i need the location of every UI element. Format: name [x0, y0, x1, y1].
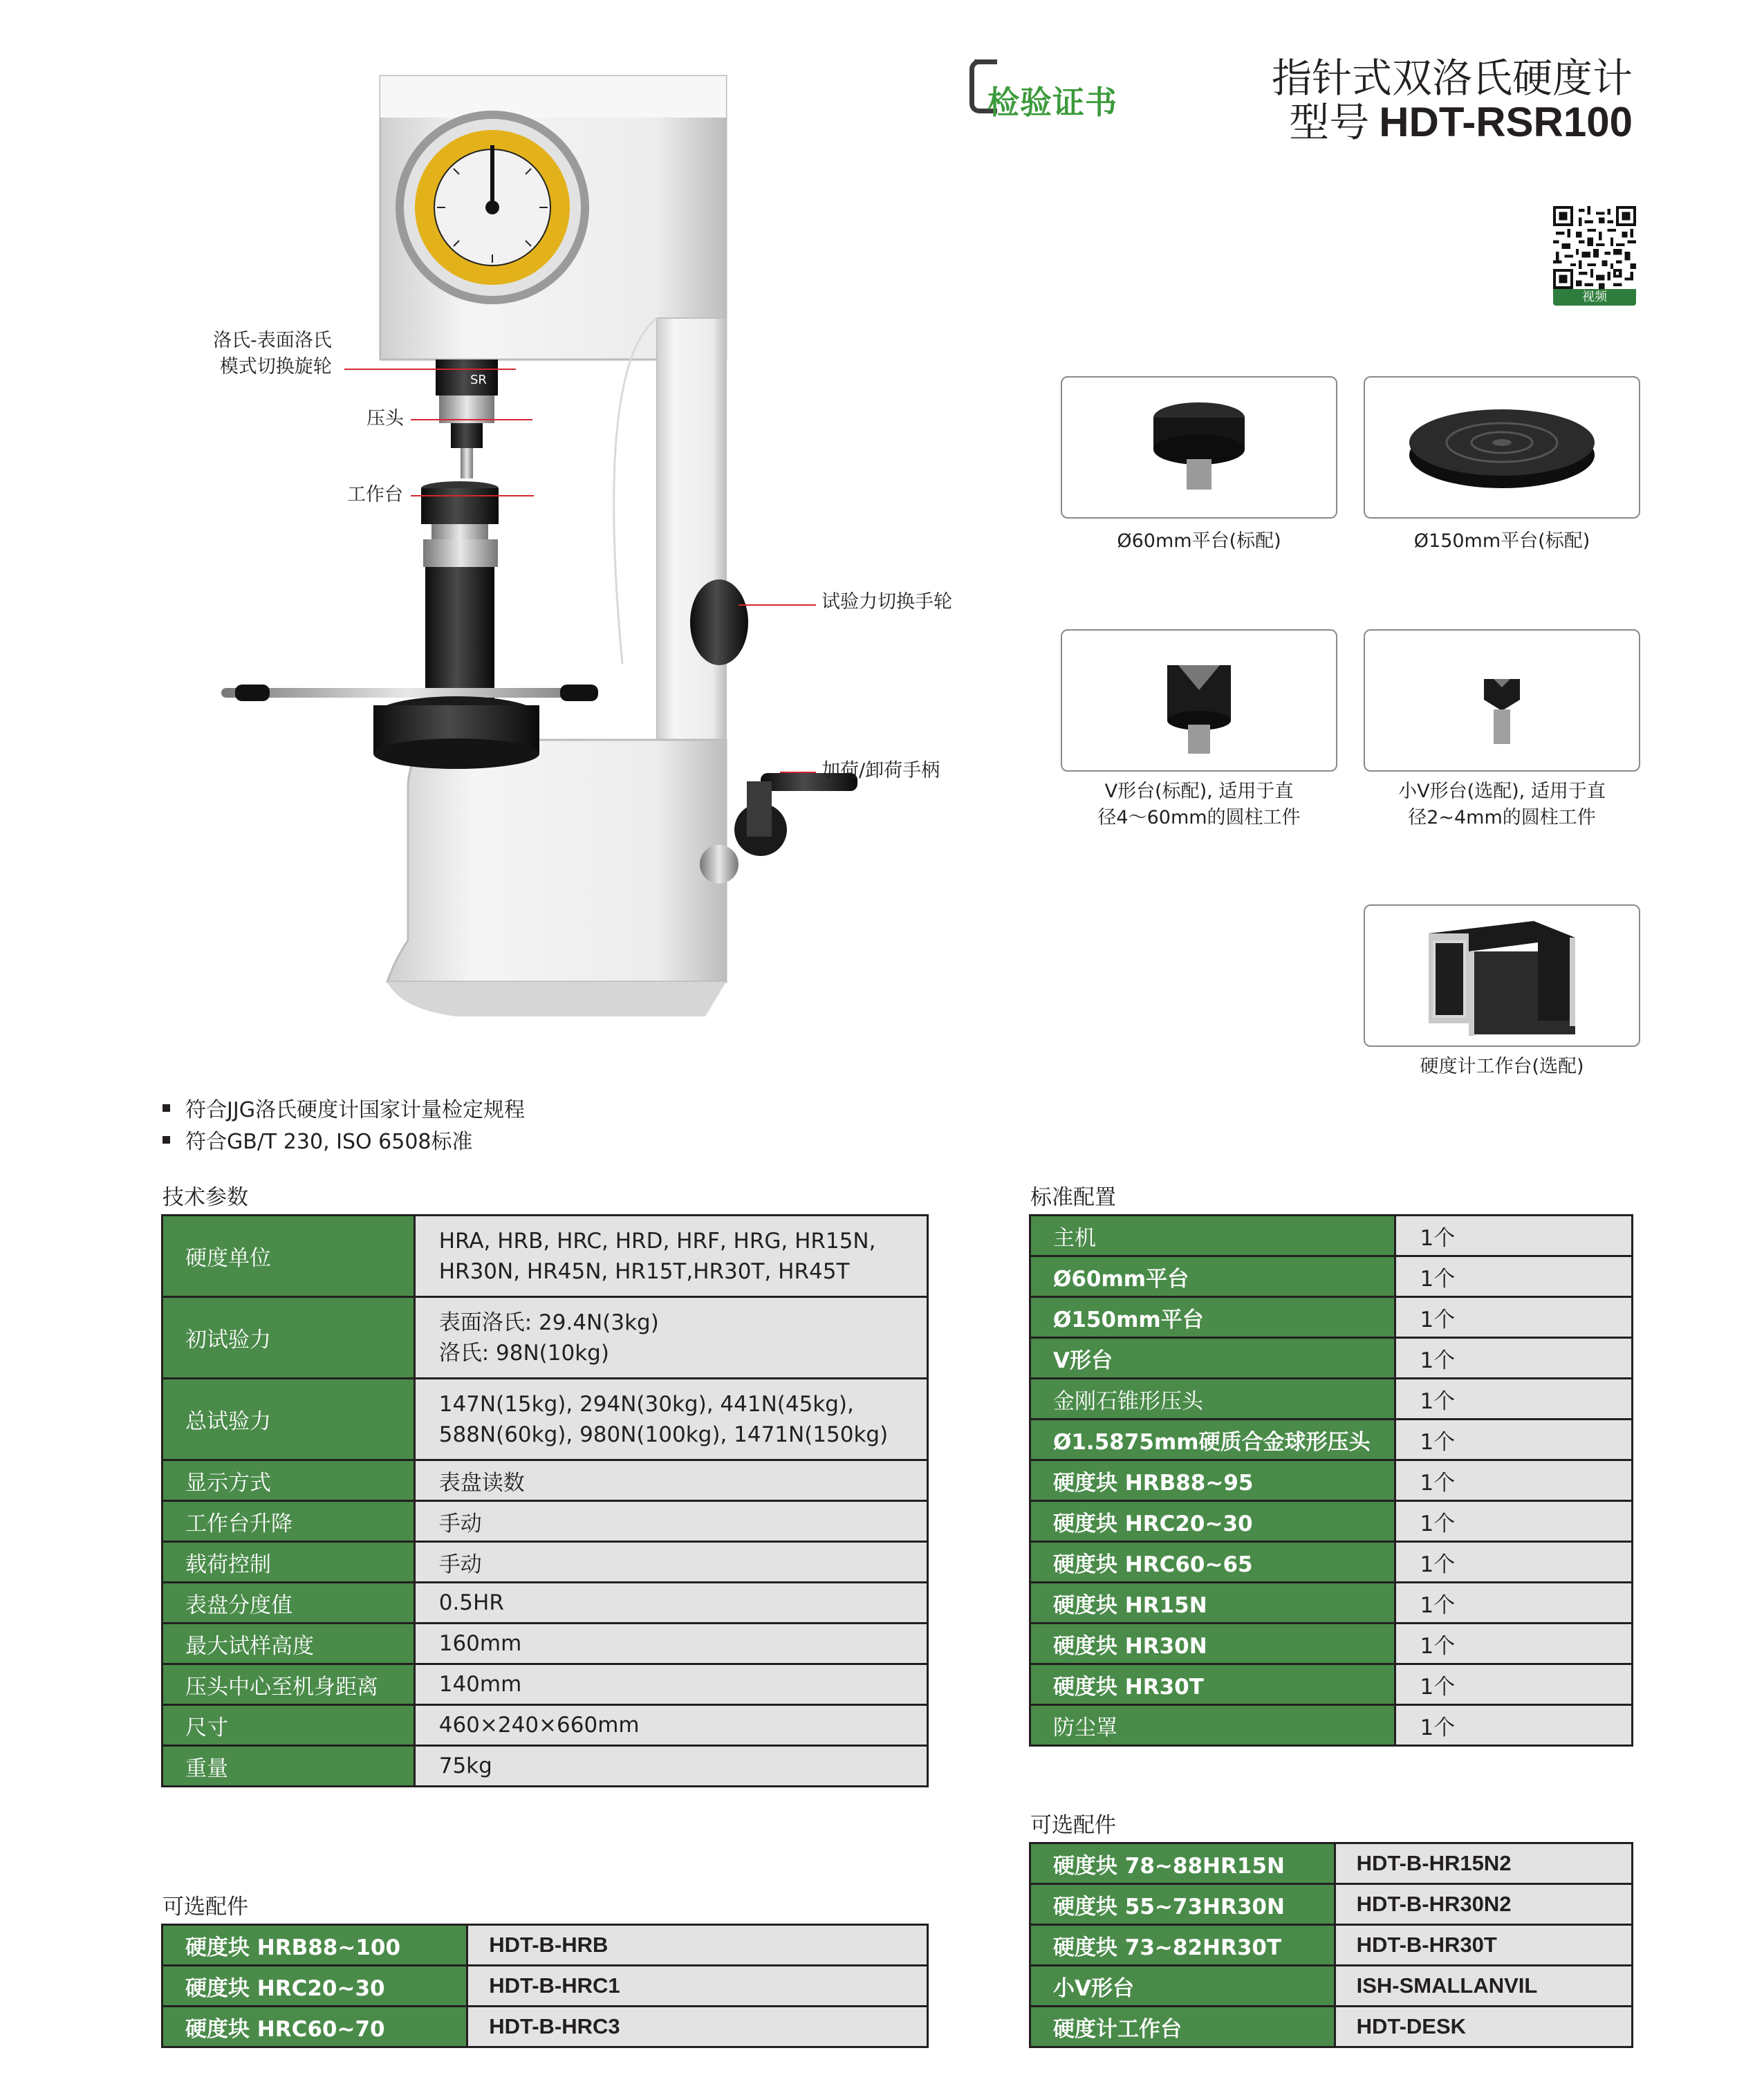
- standard-config-table: [1029, 1214, 1633, 1747]
- 150mm-platform-icon: [1365, 378, 1639, 517]
- tester-desk-icon: [1365, 906, 1639, 1045]
- config-item: 硬度块 HRC60~65: [1030, 1542, 1395, 1583]
- table-row: [163, 1705, 928, 1746]
- callout-indenter-label: 压头: [366, 408, 404, 429]
- table-row: [163, 1501, 928, 1542]
- logo-text: 检验证书: [987, 84, 1117, 121]
- config-item: 防尘罩: [1030, 1705, 1395, 1746]
- accessory-tester-desk: [1364, 904, 1640, 1047]
- param-value-line1: 147N(15kg), 294N(30kg), 441N(45kg),: [438, 1391, 854, 1417]
- accessory-small-v-anvil: [1364, 629, 1640, 772]
- config-qty: 1个: [1395, 1460, 1633, 1501]
- table-row: [163, 1624, 928, 1664]
- table-row: [163, 1925, 928, 1966]
- optional-code: ISH-SMALLANVIL: [1335, 1966, 1632, 2007]
- v-anvil-icon: [1062, 631, 1336, 770]
- table-row: [163, 1460, 928, 1501]
- param-value: 75kg: [414, 1746, 927, 1787]
- config-qty: 1个: [1395, 1256, 1633, 1297]
- table-row: [1030, 1624, 1633, 1664]
- callout-mode-switch-label: [213, 328, 332, 380]
- optional-accessories-left-table: [161, 1924, 929, 2048]
- table-row: [163, 1542, 928, 1583]
- config-item: 硬度块 HR30T: [1030, 1664, 1395, 1705]
- small-v-anvil-icon: [1365, 631, 1639, 770]
- param-value: 表盘读数: [414, 1460, 927, 1501]
- callout-test-force-label: 试验力切换手轮: [821, 591, 952, 613]
- param-value-line2: 588N(60kg), 980N(100kg), 1471N(150kg): [438, 1422, 889, 1447]
- model-prefix: 型号: [1289, 99, 1370, 146]
- v-anvil-caption-line2: 径4～60mm的圆柱工件: [1097, 807, 1301, 828]
- param-value: 0.5HR: [414, 1583, 927, 1624]
- optional-item: 硬度计工作台: [1030, 2007, 1335, 2047]
- param-value: [414, 1297, 927, 1379]
- config-item: 硬度块 HRC20~30: [1030, 1501, 1395, 1542]
- param-value: 460×240×660mm: [414, 1705, 927, 1746]
- 60mm-platform-icon: [1062, 378, 1336, 517]
- callout-load-handle-line: [780, 772, 816, 773]
- table-row: [1030, 1501, 1633, 1542]
- param-key: 最大试样高度: [163, 1624, 415, 1664]
- optional-item: 小V形台: [1030, 1966, 1335, 2007]
- accessory-v-anvil-caption: [1061, 779, 1337, 831]
- table-row: [163, 1583, 928, 1624]
- param-value: [414, 1379, 927, 1460]
- optional-code: HDT-B-HR30N2: [1335, 1884, 1632, 1925]
- param-key: 总试验力: [163, 1379, 415, 1460]
- param-key: 工作台升降: [163, 1501, 415, 1542]
- param-key: 表盘分度值: [163, 1583, 415, 1624]
- table-row: [1030, 1297, 1633, 1338]
- tech-params-table: [161, 1214, 929, 1787]
- product-title: 指针式双洛氏硬度计: [1271, 55, 1633, 102]
- table-row: [1030, 1338, 1633, 1379]
- table-row: [1030, 1966, 1633, 2007]
- small-v-anvil-caption-line2: 径2~4mm的圆柱工件: [1408, 807, 1596, 828]
- config-item: 硬度块 HR30N: [1030, 1624, 1395, 1664]
- tech-params-title: 技术参数: [163, 1185, 248, 1210]
- table-row: [163, 1297, 928, 1379]
- config-item: 金刚石锥形压头: [1030, 1379, 1395, 1420]
- table-row: [163, 2007, 928, 2047]
- config-qty: 1个: [1395, 1338, 1633, 1379]
- bullet-square-icon: [163, 1136, 170, 1144]
- param-value-line1: 表面洛氏: 29.4N(3kg): [438, 1310, 659, 1335]
- config-qty: 1个: [1395, 1624, 1633, 1664]
- product-model-line: [1289, 98, 1633, 147]
- param-key: 显示方式: [163, 1460, 415, 1501]
- optional-item: 硬度块 HRC20~30: [163, 1966, 467, 2007]
- accessory-150mm-caption: Ø150mm平台(标配): [1413, 530, 1590, 552]
- table-row: [163, 1966, 928, 2007]
- qr-code-icon[interactable]: [1553, 206, 1636, 289]
- optional-code: HDT-B-HRC1: [467, 1966, 928, 2007]
- callout-mode-switch-line2: 模式切换旋轮: [219, 356, 332, 378]
- optional-item: 硬度块 78~88HR15N: [1030, 1843, 1335, 1884]
- config-qty: 1个: [1395, 1664, 1633, 1705]
- callout-anvil-label: 工作台: [347, 484, 403, 505]
- config-qty: 1个: [1395, 1583, 1633, 1624]
- standard-bullet-1: [163, 1095, 525, 1126]
- table-row: [1030, 1460, 1633, 1501]
- param-key: 初试验力: [163, 1297, 415, 1379]
- param-value: 手动: [414, 1542, 927, 1583]
- optional-code: HDT-B-HR30T: [1335, 1925, 1632, 1966]
- table-row: [1030, 1379, 1633, 1420]
- optional-item: 硬度块 HRB88~100: [163, 1925, 467, 1966]
- v-anvil-caption-line1: V形台(标配), 适用于直: [1104, 781, 1294, 802]
- config-qty: 1个: [1395, 1297, 1633, 1338]
- table-row: [1030, 1256, 1633, 1297]
- table-row: [1030, 1216, 1633, 1256]
- qr-video-label: 视频: [1553, 289, 1636, 306]
- config-item: Ø1.5875mm硬质合金球形压头: [1030, 1420, 1395, 1460]
- param-value-line1: HRA, HRB, HRC, HRD, HRF, HRG, HR15N,: [438, 1228, 876, 1254]
- config-qty: 1个: [1395, 1420, 1633, 1460]
- callout-load-handle-label: 加荷/卸荷手柄: [821, 760, 940, 781]
- config-item: 硬度块 HRB88~95: [1030, 1460, 1395, 1501]
- accessory-60mm-platform: [1061, 376, 1337, 519]
- accessory-150mm-platform: [1364, 376, 1640, 519]
- table-row: [1030, 1925, 1633, 1966]
- table-row: [1030, 1705, 1633, 1746]
- config-qty: 1个: [1395, 1379, 1633, 1420]
- standard-bullet-2: [163, 1127, 473, 1157]
- hardness-tester-illustration: [180, 41, 968, 1051]
- table-row: [1030, 1664, 1633, 1705]
- param-key: 载荷控制: [163, 1542, 415, 1583]
- param-value: [414, 1216, 927, 1297]
- table-row: [163, 1216, 928, 1297]
- optional-code: HDT-B-HRC3: [467, 2007, 928, 2047]
- table-row: [163, 1379, 928, 1460]
- callout-indenter-line: [411, 419, 532, 420]
- table-row: [163, 1746, 928, 1787]
- config-item: Ø150mm平台: [1030, 1297, 1395, 1338]
- optional-code: HDT-B-HR15N2: [1335, 1843, 1632, 1884]
- callout-test-force-line: [739, 604, 816, 606]
- config-qty: 1个: [1395, 1705, 1633, 1746]
- callout-mode-switch-line1: 洛氏-表面洛氏: [213, 330, 332, 351]
- table-row: [1030, 2007, 1633, 2047]
- small-v-anvil-caption-line1: 小V形台(选配), 适用于直: [1398, 781, 1606, 802]
- table-row: [1030, 1542, 1633, 1583]
- config-qty: 1个: [1395, 1216, 1633, 1256]
- param-key: 硬度单位: [163, 1216, 415, 1297]
- config-item: 硬度块 HR15N: [1030, 1583, 1395, 1624]
- optional-item: 硬度块 55~73HR30N: [1030, 1884, 1335, 1925]
- accessory-v-anvil: [1061, 629, 1337, 772]
- config-qty: 1个: [1395, 1501, 1633, 1542]
- table-row: [1030, 1583, 1633, 1624]
- param-value: 手动: [414, 1501, 927, 1542]
- param-value: 140mm: [414, 1664, 927, 1705]
- table-row: [1030, 1884, 1633, 1925]
- spindle-mark: SR: [470, 373, 487, 387]
- optional-left-title: 可选配件: [163, 1895, 248, 1919]
- certificate-logo: [969, 54, 1135, 123]
- optional-item: 硬度块 HRC60~70: [163, 2007, 467, 2047]
- optional-right-title: 可选配件: [1030, 1813, 1116, 1838]
- optional-code: HDT-DESK: [1335, 2007, 1632, 2047]
- table-row: [1030, 1420, 1633, 1460]
- callout-mode-switch-line: [344, 369, 516, 370]
- accessory-desk-caption: 硬度计工作台(选配): [1420, 1056, 1584, 1077]
- model-number: HDT-RSR100: [1379, 99, 1633, 145]
- accessory-60mm-caption: Ø60mm平台(标配): [1117, 530, 1281, 552]
- config-item: V形台: [1030, 1338, 1395, 1379]
- table-row: [1030, 1843, 1633, 1884]
- param-key: 重量: [163, 1746, 415, 1787]
- bullet-text-2: 符合GB/T 230, ISO 6508标准: [185, 1130, 473, 1154]
- table-row: [163, 1664, 928, 1705]
- param-key: 压头中心至机身距离: [163, 1664, 415, 1705]
- bullet-text-1: 符合JJG洛氏硬度计国家计量检定规程: [185, 1098, 525, 1122]
- config-item: 主机: [1030, 1216, 1395, 1256]
- param-value-line2: 洛氏: 98N(10kg): [438, 1340, 609, 1366]
- param-value-line2: HR30N, HR45N, HR15T,HR30T, HR45T: [438, 1258, 850, 1284]
- bullet-square-icon: [163, 1104, 170, 1112]
- param-value: 160mm: [414, 1624, 927, 1664]
- config-qty: 1个: [1395, 1542, 1633, 1583]
- optional-code: HDT-B-HRB: [467, 1925, 928, 1966]
- standard-config-title: 标准配置: [1030, 1185, 1116, 1210]
- optional-accessories-right-table: [1029, 1842, 1633, 2048]
- callout-anvil-line: [411, 495, 534, 496]
- optional-item: 硬度块 73~82HR30T: [1030, 1925, 1335, 1966]
- config-item: Ø60mm平台: [1030, 1256, 1395, 1297]
- accessory-small-v-anvil-caption: [1364, 779, 1640, 831]
- param-key: 尺寸: [163, 1705, 415, 1746]
